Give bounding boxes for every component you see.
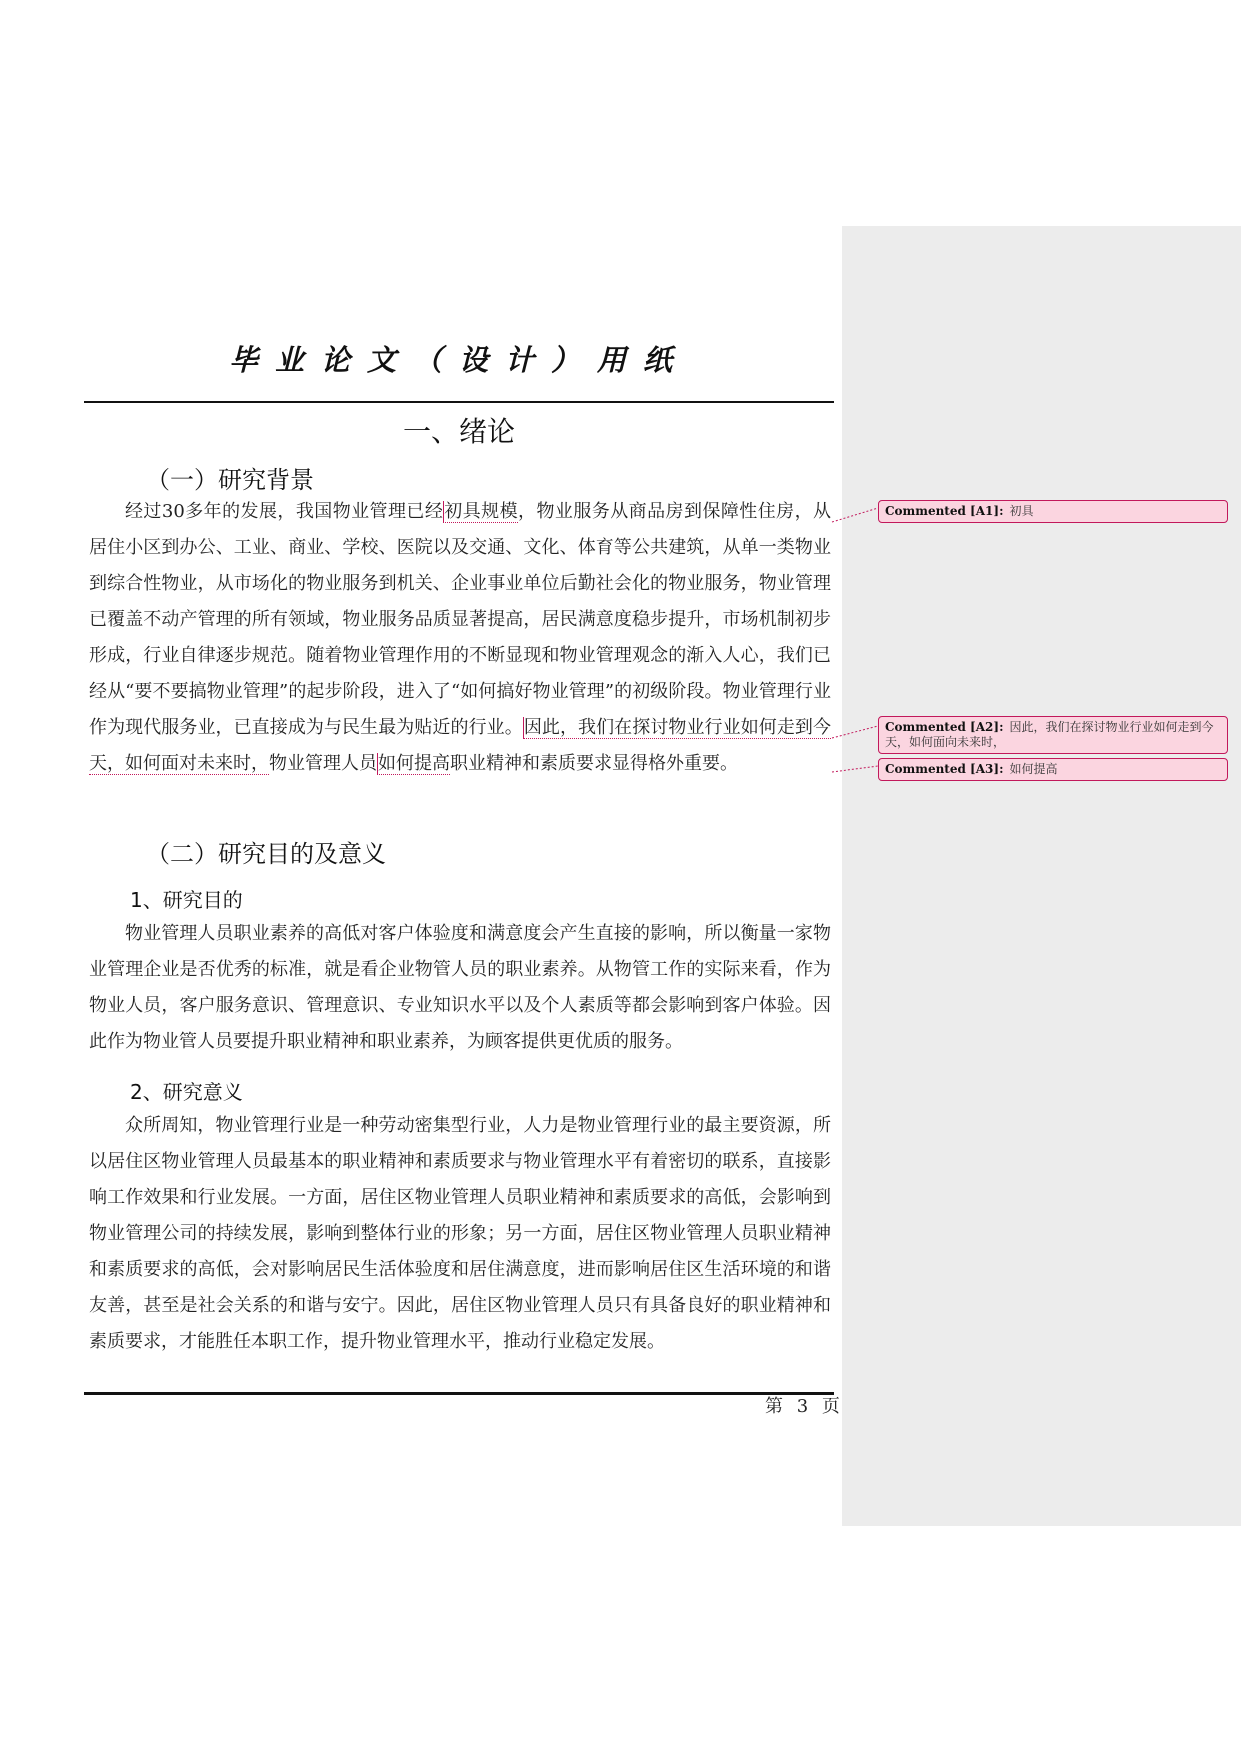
text-run: ，物业服务从商品房到保障性住房，从居住小区到办公、工业、商业、学校、医院以及交通、文化、体育等公共建筑，从单一类物业到综合性物业，从市场化的物业服务到机关、企业事业单位后勤社会化的物业服务，物业管理已覆盖不动产管理的所有领域，物业服务品质显著提高，居民满意度稳步提升，市场机制初步形成，行业自律逐步规范。随着物业管理作用的不断显现和物业管理观念的渐入人心，我们已经从“要不要搞物业管理”的起步阶段，进入了“如何搞好物业管理”的初级阶段。物业管理行业作为现代服务业，已直接成为与民生最为贴近的行业。 — [89, 501, 832, 738]
comment-balloon-a2[interactable] — [878, 716, 1228, 754]
section-heading-purpose: （二）研究目的及意义 — [146, 840, 386, 868]
sub-heading-significance: 2、研究意义 — [130, 1080, 243, 1104]
text-run: 物业管理人员 — [269, 753, 377, 774]
comment-text: 因此，我们在探讨物业行业如何走到今天，如何面向未来时， — [885, 720, 1214, 749]
paragraph-purpose: 物业管理人员职业素养的高低对客户体验度和满意度会产生直接的影响，所以衡量一家物业管理企业是否优秀的标准，就是看企业物管人员的职业素养。从物管工作的实际来看，作为物业人员，客户服务意识、管理意识、专业知识水平以及个人素质等都会影响到客户体验。因此作为物业管人员要提升职业精神和职业素养，为顾客提供更优质的服务。 — [89, 923, 831, 1052]
commented-text-a1[interactable]: 初具规模 — [444, 501, 519, 522]
comment-tag: Commented [A3]: — [885, 762, 1004, 776]
page-header-title: 毕业论文（设计）用纸 — [228, 343, 689, 377]
footer-rule — [84, 1392, 834, 1395]
sub-heading-purpose: 1、研究目的 — [130, 888, 243, 912]
comment-balloon-a1[interactable] — [878, 500, 1228, 523]
comment-text: 如何提高 — [1009, 762, 1058, 776]
header-rule — [84, 401, 834, 403]
comment-tag: Commented [A1]: — [885, 504, 1004, 518]
comment-tag: Commented [A2]: — [885, 720, 1004, 734]
text-run: 经过30多年的发展，我国物业管理已经 — [125, 501, 444, 522]
commented-text-a2[interactable]: 因此，我们在探讨物业行业如何走到今天，如何面对未来时， — [89, 717, 832, 774]
comment-pane — [842, 226, 1241, 1526]
page-number: 第 3 页 — [765, 1396, 844, 1417]
paragraph-background — [89, 494, 831, 782]
section-heading-background: （一）研究背景 — [146, 466, 314, 494]
commented-text-a3[interactable]: 如何提高 — [378, 753, 450, 774]
comment-text: 初具 — [1009, 504, 1034, 518]
paragraph-significance: 众所周知，物业管理行业是一种劳动密集型行业，人力是物业管理行业的最主要资源，所以居住区物业管理人员最基本的职业精神和素质要求与物业管理水平有着密切的联系，直接影响工作效果和行业发展。一方面，居住区物业管理人员职业精神和素质要求的高低，会影响到物业管理公司的持续发展，影响到整体行业的形象；另一方面，居住区物业管理人员职业精神和素质要求的高低，会对影响居民生活体验度和居住满意度，进而影响居住区生活环境的和谐友善，甚至是社会关系的和谐与安宁。因此，居住区物业管理人员只有具备良好的职业精神和素质要求，才能胜任本职工作，提升物业管理水平，推动行业稳定发展。 — [89, 1115, 831, 1352]
text-run: 职业精神和素质要求显得格外重要。 — [450, 753, 738, 774]
chapter-title: 一、绪论 — [402, 415, 515, 448]
comment-balloon-a3[interactable] — [878, 758, 1228, 781]
